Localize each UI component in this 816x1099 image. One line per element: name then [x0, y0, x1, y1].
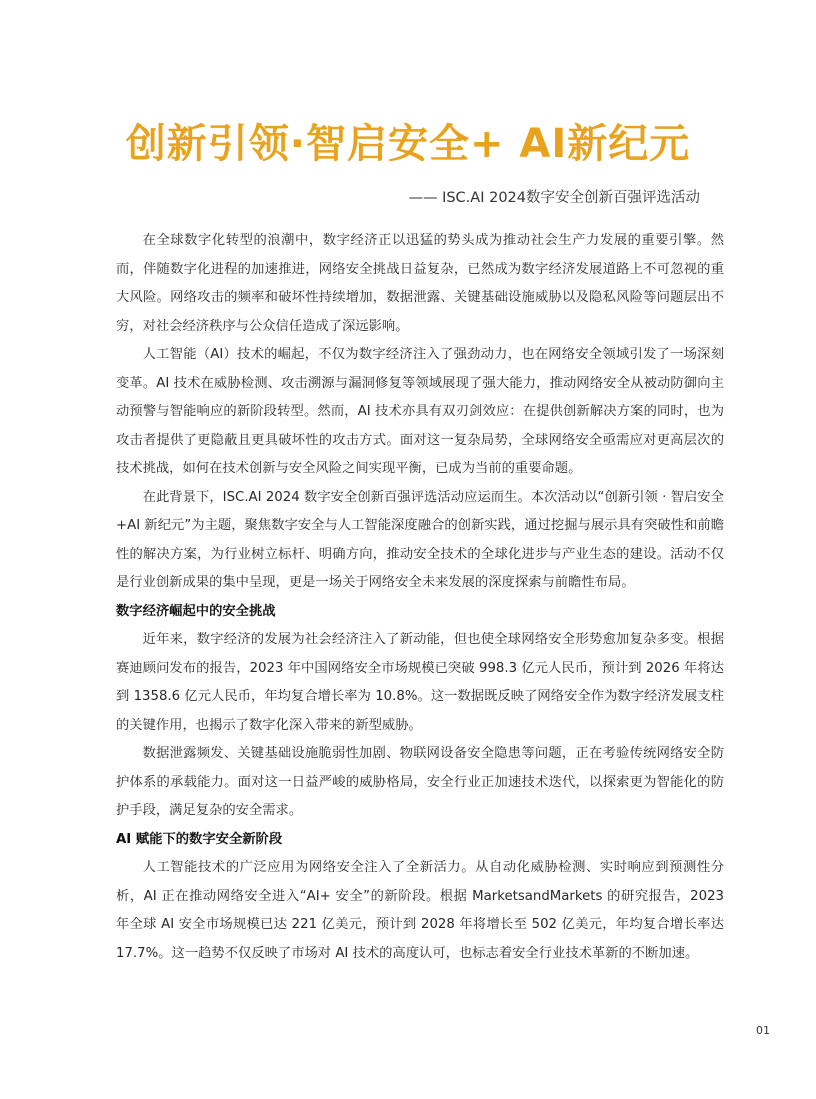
paragraph-market-data: 近年来，数字经济的发展为社会经济注入了新动能，但也使全球网络安全形势愈加复杂多变。根据赛迪顾问发布的报告，2023 年中国网络安全市场规模已突破 998.3 亿元人民币，预计到 2026 年将达到 1358.6 亿元人民币，年均复合增长率为 10.8%。这一数据既反映了网络安全作为数字经济发展支柱的关键作用，也揭示了数字化深入带来的新型威胁。 [116, 632, 724, 733]
paragraph-threats: 数据泄露频发、关键基础设施脆弱性加剧、物联网设备安全隐患等问题，正在考验传统网络安全防护体系的承载能力。面对这一日益严峻的威胁格局，安全行业正加速技术迭代，以探索更为智能化的防护手段，满足复杂的安全需求。 [116, 746, 724, 818]
section-heading-ai-empowerment: AI 赋能下的数字安全新阶段 [116, 831, 283, 847]
page-number: 01 [756, 1024, 770, 1037]
page-title: 创新引领·智启安全+ AI新纪元 [125, 121, 691, 167]
paragraph-event-background: 在此背景下，ISC.AI 2024 数字安全创新百强评选活动应运而生。本次活动以“创新引领 · 智启安全 +AI 新纪元”为主题，聚焦数字安全与人工智能深度融合的创新实践，通过挖掘与展示具有突破性和前瞻性的解决方案，为行业树立标杆、明确方向，推动安全技术的全球化进步与产业生态的建设。活动不仅是行业创新成果的集中呈现，更是一场关于网络安全未来发展的深度探索与前瞻性布局。 [116, 489, 724, 590]
paragraph-ai-security: 人工智能技术的广泛应用为网络安全注入了全新活力。从自动化威胁检测、实时响应到预测性分析，AI 正在推动网络安全进入“AI+ 安全”的新阶段。根据 MarketsandMarkets 的研究报告，2023 年全球 AI 安全市场规模已达 221 亿美元，预计到 2028 年将增长至 502 亿美元，年均复合增长率达 17.7%。这一趋势不仅反映了市场对 AI 技术的高度认可，也标志着安全行业技术革新的不断加速。 [116, 860, 724, 961]
paragraph-ai-rise: 人工智能（AI）技术的崛起，不仅为数字经济注入了强劲动力，也在网络安全领域引发了一场深刻变革。AI 技术在威胁检测、攻击溯源与漏洞修复等领域展现了强大能力，推动网络安全从被动防御向主动预警与智能响应的新阶段转型。然而，AI 技术亦具有双刃剑效应：在提供创新解决方案的同时，也为攻击者提供了更隐蔽且更具破坏性的攻击方式。面对这一复杂局势，全球网络安全亟需应对更高层次的技术挑战，如何在技术创新与安全风险之间实现平衡，已成为当前的重要命题。 [116, 347, 724, 476]
article-body [116, 227, 724, 968]
paragraph-intro: 在全球数字化转型的浪潮中，数字经济正以迅猛的势头成为推动社会生产力发展的重要引擎。然而，伴随数字化进程的加速推进，网络安全挑战日益复杂，已然成为数字经济发展道路上不可忽视的重大风险。网络攻击的频率和破坏性持续增加，数据泄露、关键基础设施威胁以及隐私风险等问题层出不穷，对社会经济秩序与公众信任造成了深远影响。 [116, 233, 724, 334]
section-heading-security-challenges: 数字经济崛起中的安全挑战 [116, 603, 276, 619]
page-subtitle: —— ISC.AI 2024数字安全创新百强评选活动 [408, 190, 700, 206]
